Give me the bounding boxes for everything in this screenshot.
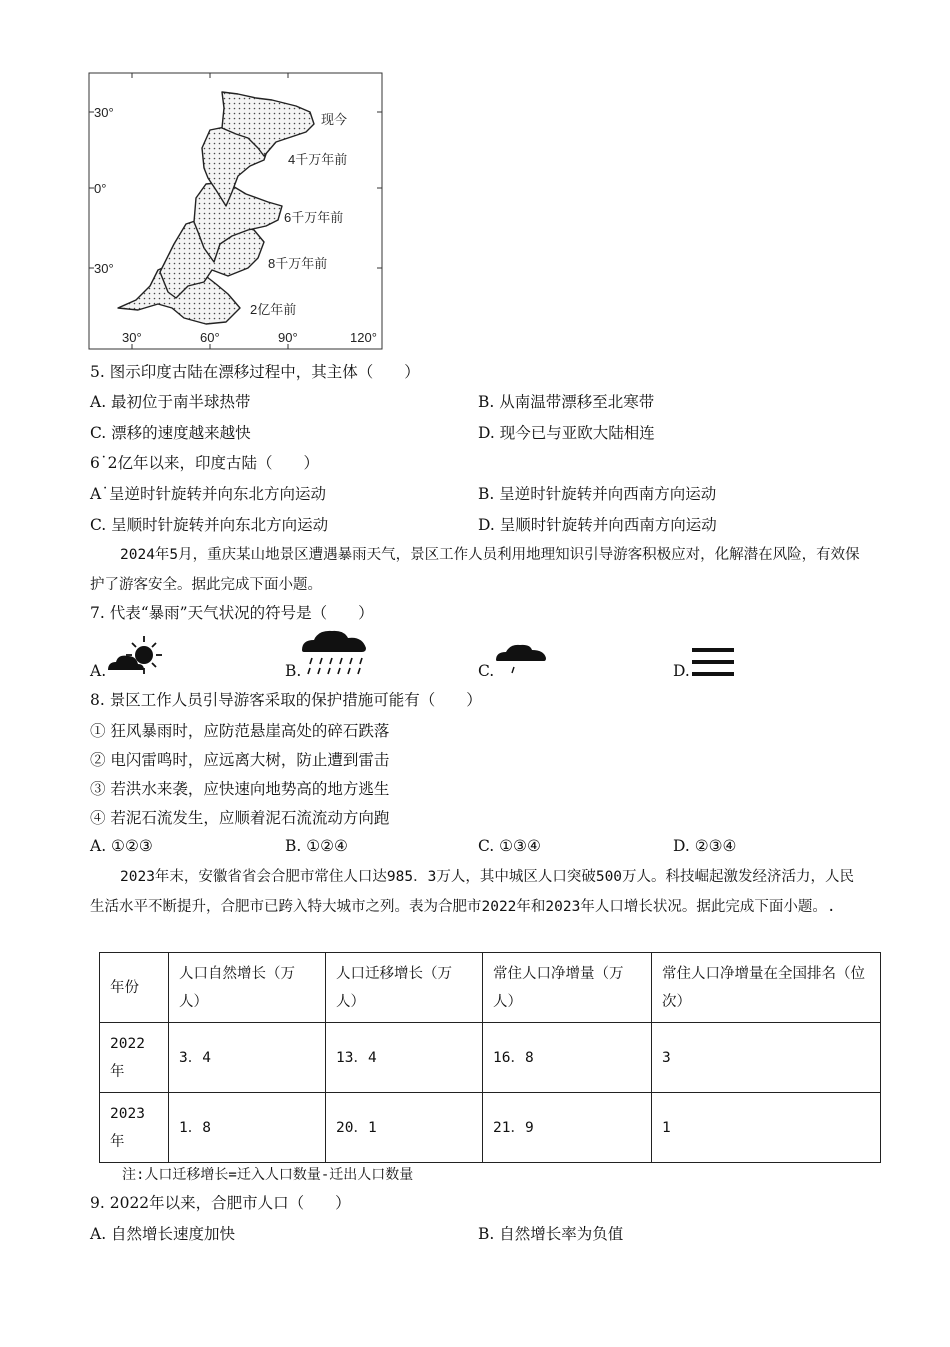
table-cell: 3．4 <box>169 1023 326 1093</box>
q5-option-a[interactable]: A. 最初位于南半球热带 <box>90 393 251 411</box>
table-cell: 20．1 <box>326 1093 483 1163</box>
q6-option-c[interactable]: C. 呈顺时针旋转并向东北方向运动 <box>90 516 329 534</box>
q8-statement-1: ① 狂风暴雨时，应防范悬崖高处的碎石跌落 <box>90 722 390 740</box>
q8-statement-3: ③ 若洪水来袭，应快速向地势高的地方逃生 <box>90 780 390 798</box>
q7-option-d[interactable]: D. <box>673 662 690 680</box>
lat-label: 30° <box>94 261 114 276</box>
question-5-stem: 5. 图示印度古陆在漂移过程中，其主体（ ） <box>90 363 420 381</box>
position-label-60mya: 6千万年前 <box>284 210 344 225</box>
q9-option-b[interactable]: B. 自然增长率为负值 <box>478 1225 624 1243</box>
q8-statement-2: ② 电闪雷鸣时，应远离大树，防止遭到雷击 <box>90 751 390 769</box>
q7-option-c[interactable]: C. <box>478 662 495 680</box>
position-label-80mya: 8千万年前 <box>268 256 328 271</box>
table-cell: 21．9 <box>483 1093 652 1163</box>
question-7-stem: 7. 代表“暴雨”天气状况的符号是（ ） <box>90 604 374 622</box>
question-9-stem: 9. 2022年以来，合肥市人口（ ） <box>90 1194 351 1212</box>
table-header-cell: 人口自然增长（万人） <box>169 953 326 1023</box>
question-6-stem: 6˙2亿年以来，印度古陆（ ） <box>90 454 319 472</box>
q7-option-b[interactable]: B. <box>285 662 302 680</box>
table-header-cell: 常住人口净增量在全国排名（位次） <box>652 953 881 1023</box>
table-row <box>100 1023 881 1093</box>
q9-option-a[interactable]: A. 自然增长速度加快 <box>90 1225 236 1243</box>
q8-option-b[interactable]: B. ①②④ <box>285 837 348 855</box>
table-row <box>100 1093 881 1163</box>
q6-option-d[interactable]: D. 呈顺时针旋转并向西南方向运动 <box>478 516 717 534</box>
table-cell: 16．8 <box>483 1023 652 1093</box>
passage-hefei-population: 2023年末，安徽省省会合肥市常住人口达985．3万人，其中城区人口突破500万人。科技崛起激发经济活力，人民生活水平不断提升，合肥市已跨入特大城市之列。表为合肥市2022年和2023年人口增长状况。据此完成下面小题。. <box>90 869 855 915</box>
table-cell: 1．8 <box>169 1093 326 1163</box>
q6-option-b[interactable]: B. 呈逆时针旋转并向西南方向运动 <box>478 485 717 503</box>
q8-option-a[interactable]: A. ①②③ <box>90 837 153 855</box>
q7-option-a[interactable]: A. <box>90 662 107 680</box>
lat-label: 0° <box>94 181 107 196</box>
fog-icon <box>692 648 736 678</box>
question-8-stem: 8. 景区工作人员引导游客采取的保护措施可能有（ ） <box>90 691 482 709</box>
q6-option-a[interactable]: A˙呈逆时针旋转并向东北方向运动 <box>90 485 326 503</box>
position-label-200mya: 2亿年前 <box>250 302 297 317</box>
passage-rainstorm: 2024年5月，重庆某山地景区遭遇暴雨天气，景区工作人员利用地理知识引导游客积极应对，化解潜在风险，有效保护了游客安全。据此完成下面小题。 <box>90 547 860 593</box>
sun-cloud-icon <box>106 634 166 676</box>
lon-label: 60° <box>200 330 220 345</box>
light-rain-icon <box>494 642 548 678</box>
table-cell: 1 <box>652 1093 881 1163</box>
q5-option-b[interactable]: B. 从南温带漂移至北寒带 <box>478 393 655 411</box>
table-cell: 3 <box>652 1023 881 1093</box>
q8-option-c[interactable]: C. ①③④ <box>478 837 541 855</box>
table-cell: 2023年 <box>100 1093 169 1163</box>
table-note: 注:人口迁移增长=迁入人口数量-迁出人口数量 <box>122 1167 414 1183</box>
position-label-40mya: 4千万年前 <box>288 152 348 167</box>
table-cell: 2022年 <box>100 1023 169 1093</box>
heavy-rain-icon <box>300 628 370 678</box>
population-growth-table <box>99 952 881 1163</box>
table-header-cell: 人口迁移增长（万人） <box>326 953 483 1023</box>
table-header-row <box>100 953 881 1023</box>
q5-option-c[interactable]: C. 漂移的速度越来越快 <box>90 424 251 442</box>
lon-label: 30° <box>122 330 142 345</box>
q8-statement-4: ④ 若泥石流发生，应顺着泥石流流动方向跑 <box>90 809 390 827</box>
q5-option-d[interactable]: D. 现今已与亚欧大陆相连 <box>478 424 655 442</box>
table-header-cell: 常住人口净增量（万人） <box>483 953 652 1023</box>
lat-label: 30° <box>94 105 114 120</box>
continental-drift-map <box>88 72 388 354</box>
table-cell: 13．4 <box>326 1023 483 1093</box>
table-header-cell: 年份 <box>100 953 169 1023</box>
lon-label: 90° <box>278 330 298 345</box>
lon-label: 120° <box>350 330 377 345</box>
position-label-present: 现今 <box>321 112 348 127</box>
q8-option-d[interactable]: D. ②③④ <box>673 837 737 855</box>
